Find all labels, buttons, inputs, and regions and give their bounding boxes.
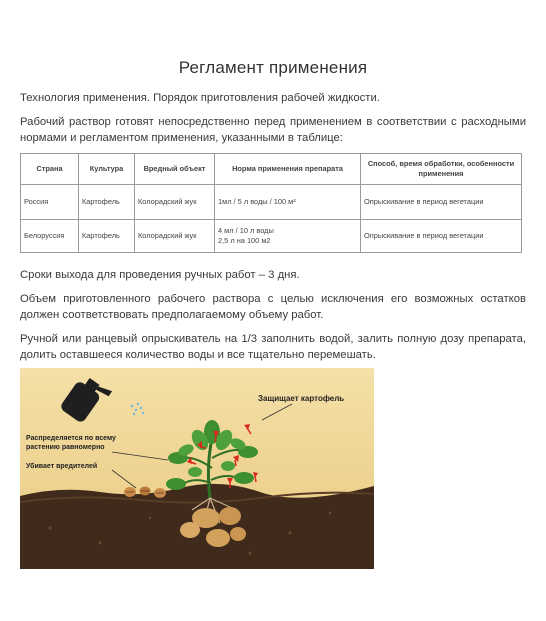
label-distributes-line-2: растению равномерно — [26, 444, 105, 451]
cell-country: Белоруссия — [21, 220, 79, 253]
table-row — [21, 185, 522, 220]
header-pest: Вредный объект — [135, 154, 215, 185]
preparation-text: Рабочий раствор готовят непосредственно перед применением в соответствии с расходными нормами и регламентом применения, указанными в таблице: — [20, 116, 526, 144]
label-protects: Защищает картофель — [258, 394, 345, 403]
header-rate: Норма применения препарата — [215, 154, 361, 185]
waiting-period-text: Сроки выхода для проведения ручных работ – 3 дня. — [20, 269, 300, 281]
intro-text: Технология применения. Порядок приготовления рабочей жидкости. — [20, 92, 380, 104]
page-title: Регламент применения — [178, 58, 368, 77]
cell-rate-line-1: 4 мл / 10 л воды — [218, 226, 274, 235]
cell-rate: 1мл / 5 л воды / 100 м² — [215, 185, 361, 220]
cell-country: Россия — [21, 185, 79, 220]
table-header-row — [21, 154, 522, 185]
application-table — [20, 153, 522, 253]
volume-text: Объем приготовленного рабочего раствора с целью исключения его возможных остатков должен соответствовать предполагаемому объему работ. — [20, 293, 526, 321]
table-row — [21, 220, 522, 253]
cell-method: Опрыскивание в период вегетации — [361, 185, 522, 220]
cell-method: Опрыскивание в период вегетации — [361, 220, 522, 253]
cell-rate-line-2: 2,5 л на 100 м2 — [218, 236, 271, 245]
cell-crop: Картофель — [79, 185, 135, 220]
label-distributes-line-1: Распределяется по всему — [26, 435, 116, 442]
header-method: Способ, время обработки, особенности применения — [361, 154, 522, 185]
cell-pest: Колорадский жук — [135, 185, 215, 220]
sprayer-text: Ручной или ранцевый опрыскиватель на 1/3 заполнить водой, залить полную дозу препарата, долить оставшееся количество воды и все тщательно перемешать. — [20, 333, 526, 361]
cell-crop: Картофель — [79, 220, 135, 253]
potato-protection-illustration — [20, 368, 374, 569]
header-crop: Культура — [79, 154, 135, 185]
header-country: Страна — [21, 154, 79, 185]
cell-pest: Колорадский жук — [135, 220, 215, 253]
label-kills: Убивает вредителей — [26, 463, 98, 470]
cell-rate — [215, 220, 361, 253]
